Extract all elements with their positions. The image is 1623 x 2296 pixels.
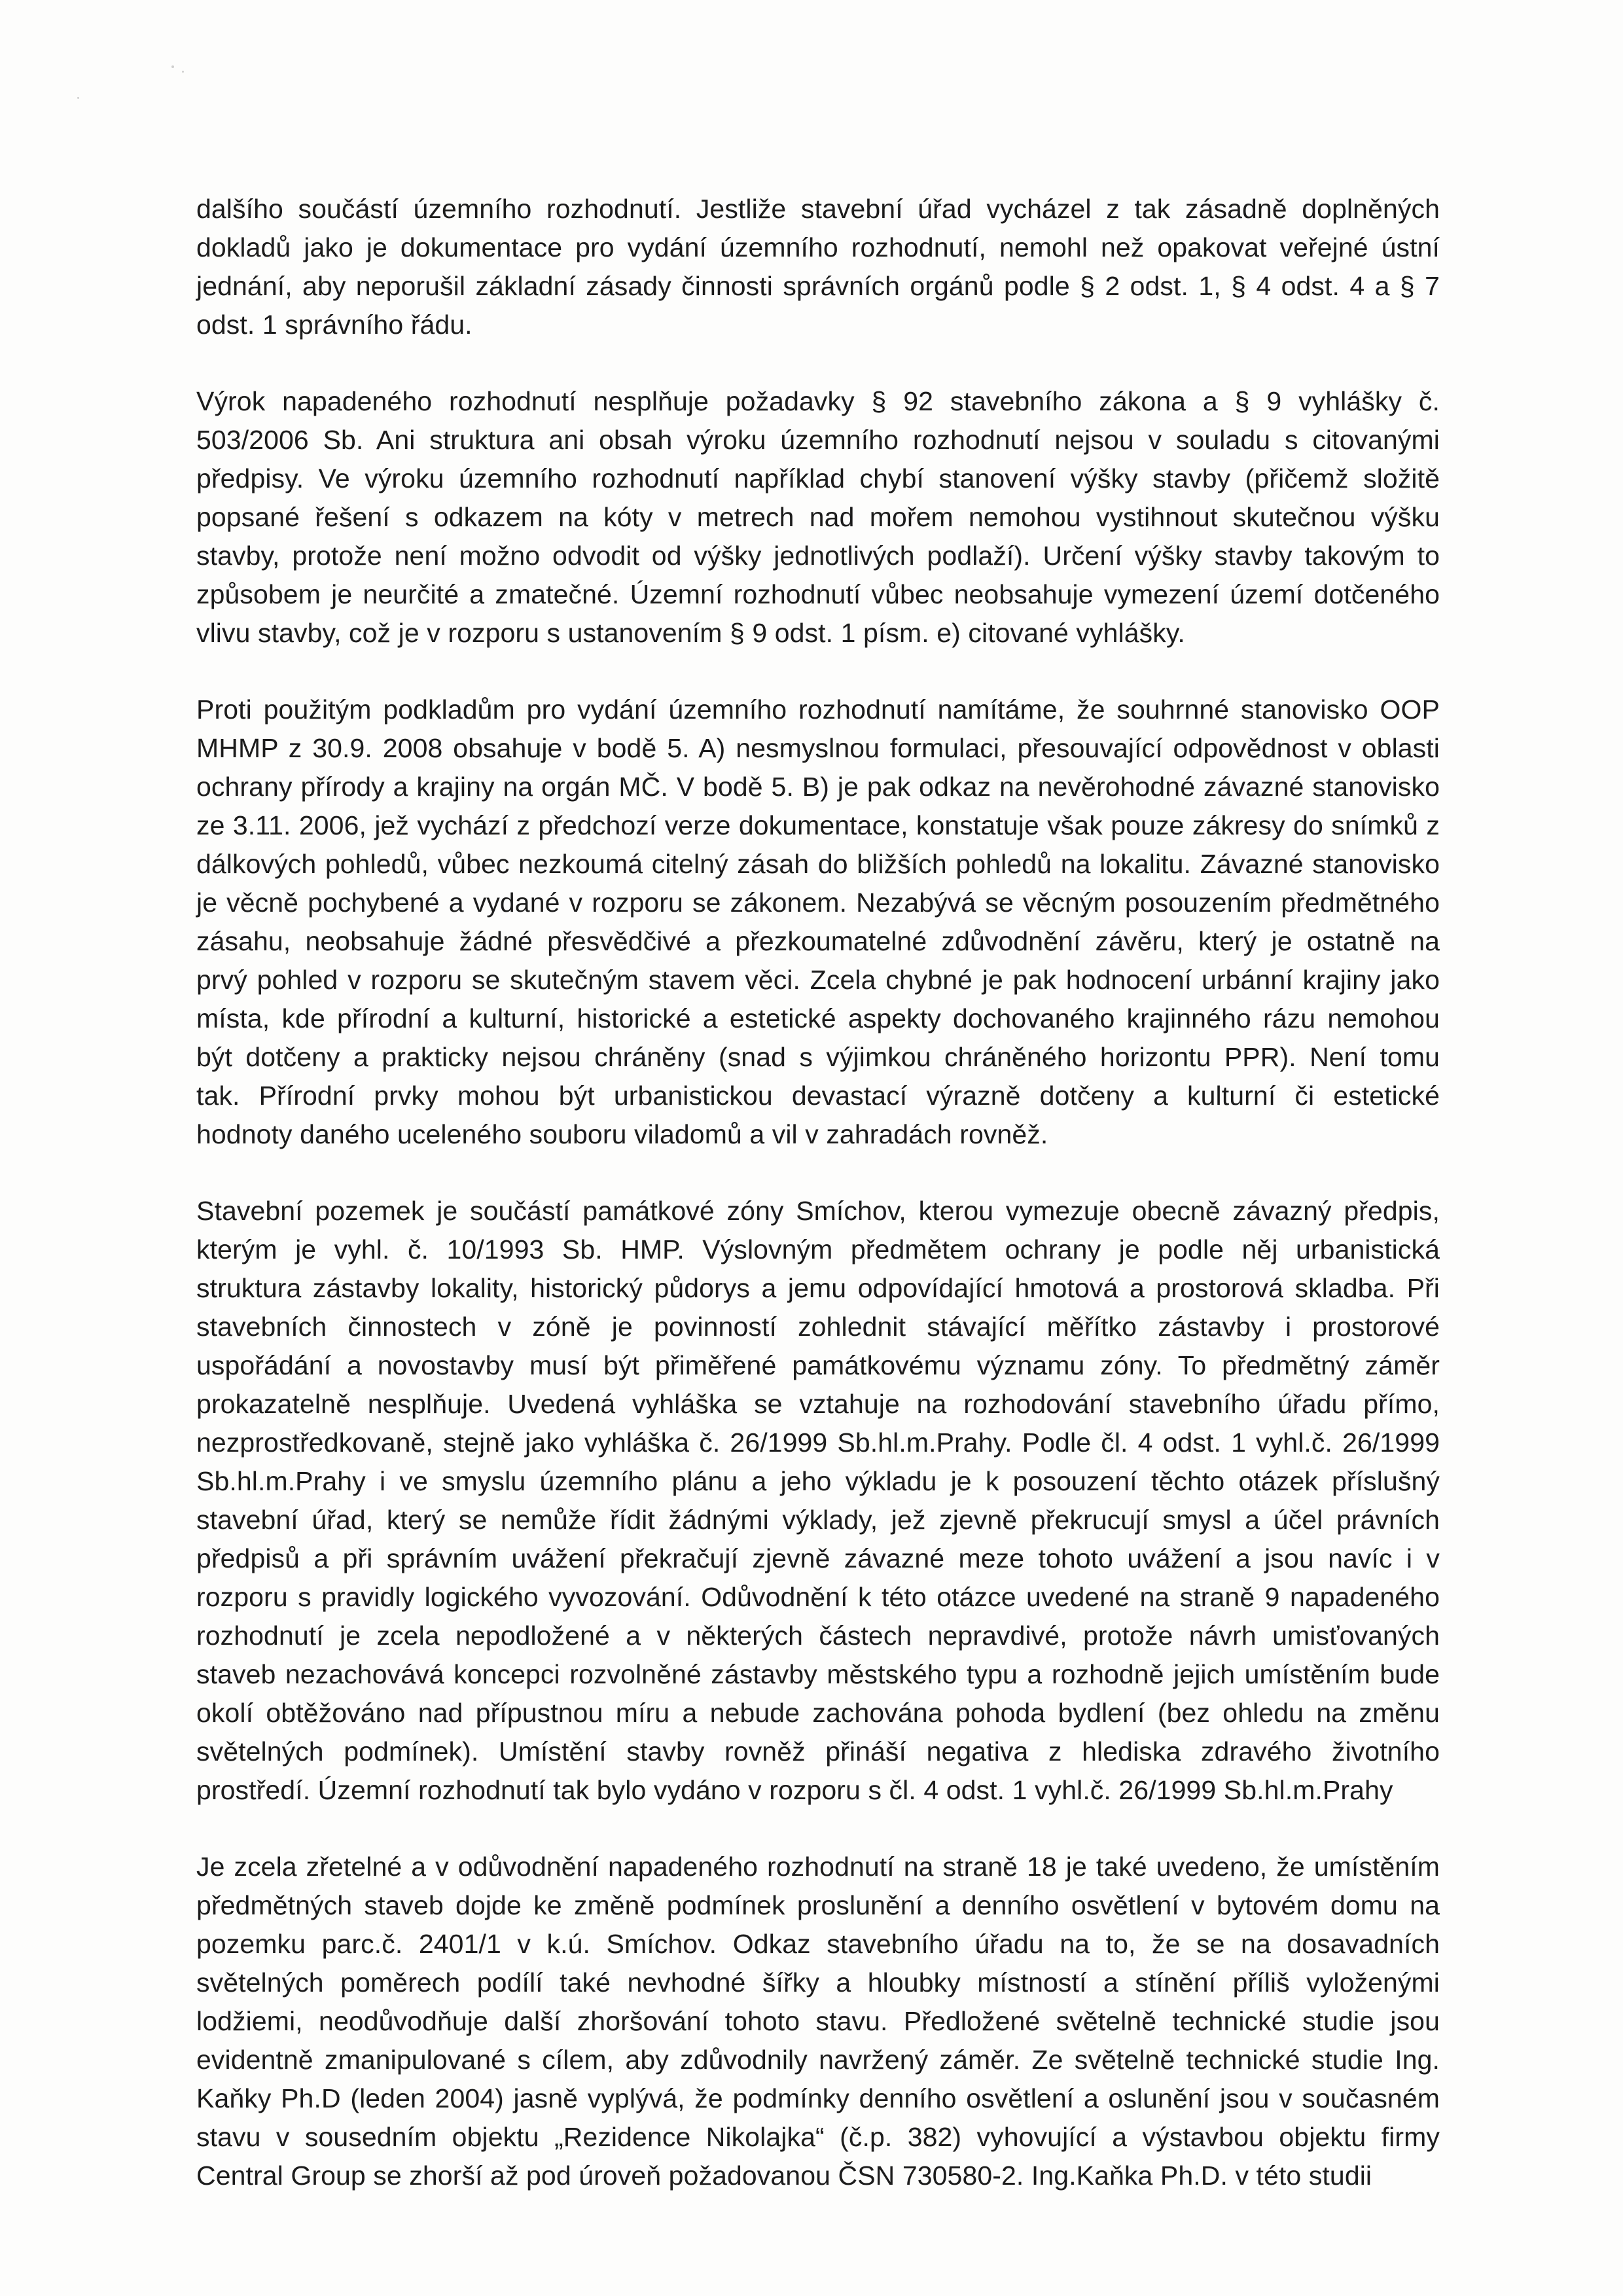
text-line: dálkových pohledů, vůbec nezkoumá citelný zásah do bližších pohledů na lokalitu. Závazné stanovisko xyxy=(196,849,1440,879)
text-line: tak. Přírodní prvky mohou být urbanistickou devastací výrazně dotčeny a kulturní či estetické xyxy=(196,1081,1440,1111)
text-line: rozhodnutí je zcela nepodložené a v některých částech nepravdivé, protože návrh umisťovaných xyxy=(196,1621,1440,1651)
text-line: okolí obtěžováno nad přípustnou míru a nebude zachována pohoda bydlení (bez ohledu na změnu xyxy=(196,1698,1440,1728)
text-line: jednání, aby neporušil základní zásady činnosti správních orgánů podle § 2 odst. 1, § 4 odst. 4 a § 7 xyxy=(196,271,1440,301)
text-line: zásahu, neobsahuje žádné přesvědčivé a přezkoumatelné zdůvodnění závěru, který je ostatně na xyxy=(196,926,1440,956)
text-line: kterým je vyhl. č. 10/1993 Sb. HMP. Výslovným předmětem ochrany je podle něj urbanistická xyxy=(196,1234,1440,1265)
text-line: rozporu s pravidly logického vyvozování. Odůvodnění k této otázce uvedené na straně 9 napadeného xyxy=(196,1582,1440,1612)
text-line: způsobem je neurčité a zmatečné. Územní rozhodnutí vůbec neobsahuje vymezení území dotčeného xyxy=(196,579,1440,609)
text-line: ochrany přírody a krajiny na orgán MČ. V bodě 5. B) je pak odkaz na nevěrohodné závazné stanovisko xyxy=(196,772,1440,802)
paragraph xyxy=(196,190,1440,344)
text-line: Kaňky Ph.D (leden 2004) jasně vyplývá, že podmínky denního osvětlení a oslunění jsou v současném xyxy=(196,2083,1440,2113)
text-line: prvý pohled v rozporu se skutečným stavem věci. Zcela chybné je pak hodnocení urbánní krajiny jako xyxy=(196,965,1440,995)
text-line: stavebních činnostech v zóně je povinností zohlednit stávající měřítko zástavby i prostorové xyxy=(196,1312,1440,1342)
text-line: předpisy. Ve výroku územního rozhodnutí například chybí stanovení výšky stavby (přičemž složitě xyxy=(196,463,1440,493)
text-line: stavební úřad, který se nemůže řídit žádnými výklady, jež zjevně překrucují smysl a účel právních xyxy=(196,1505,1440,1535)
text-line: Central Group se zhorší až pod úroveň požadovanou ČSN 730580-2. Ing.Kaňka Ph.D. v této studii xyxy=(196,2161,1372,2191)
text-line: hodnoty daného uceleného souboru viladomů a vil v zahradách rovněž. xyxy=(196,1119,1048,1149)
text-line: prostředí. Územní rozhodnutí tak bylo vydáno v rozporu s čl. 4 odst. 1 vyhl.č. 26/1999 Sb.hl.m.Prahy xyxy=(196,1775,1393,1805)
scan-mark xyxy=(171,65,174,68)
text-line: Stavební pozemek je součástí památkové zóny Smíchov, kterou vymezuje obecně závazný předpis, xyxy=(196,1196,1440,1226)
text-line: předpisů a při správním uvážení překračují zjevně závazné meze tohoto uvážení a jsou navíc i v xyxy=(196,1543,1440,1573)
text-line: MHMP z 30.9. 2008 obsahuje v bodě 5. A) nesmyslnou formulaci, přesouvající odpovědnost v oblasti xyxy=(196,733,1440,763)
text-line: popsané řešení s odkazem na kóty v metrech nad mořem nemohou vystihnout skutečnou výšku xyxy=(196,502,1440,532)
text-line: je věcně pochybené a vydané v rozporu se zákonem. Nezabývá se věcným posouzením předmětného xyxy=(196,888,1440,918)
text-line: nezprostředkovaně, stejně jako vyhláška č. 26/1999 Sb.hl.m.Prahy. Podle čl. 4 odst. 1 vyhl.č. 26/1999 xyxy=(196,1427,1440,1458)
text-line: pozemku parc.č. 2401/1 v k.ú. Smíchov. Odkaz stavebního úřadu na to, že se na dosavadních xyxy=(196,1929,1440,1959)
paragraph xyxy=(196,1848,1440,2195)
text-line: Sb.hl.m.Prahy i ve smyslu územního plánu a jeho výkladu je k posouzení těchto otázek příslušný xyxy=(196,1466,1440,1496)
scan-mark xyxy=(77,97,79,99)
text-line: evidentně zmanipulované s cílem, aby zdůvodnily navržený záměr. Ze světelně technické studie Ing. xyxy=(196,2045,1440,2075)
text-line: struktura zástavby lokality, historický půdorys a jemu odpovídající hmotová a prostorová skladba. Při xyxy=(196,1273,1440,1303)
text-line: lodžiemi, neodůvodňuje další zhoršování tohoto stavu. Předložené světelně technické studie jsou xyxy=(196,2006,1440,2036)
paragraph xyxy=(196,691,1440,1154)
paragraph xyxy=(196,1192,1440,1810)
scan-mark xyxy=(182,71,184,73)
document-body xyxy=(196,190,1440,2233)
text-line: Výrok napadeného rozhodnutí nesplňuje požadavky § 92 stavebního zákona a § 9 vyhlášky č. xyxy=(196,386,1440,416)
text-line: Proti použitým podkladům pro vydání územního rozhodnutí namítáme, že souhrnné stanovisko OOP xyxy=(196,694,1440,725)
text-line: odst. 1 správního řádu. xyxy=(196,310,473,340)
text-line: předmětných staveb dojde ke změně podmínek proslunění a denního osvětlení v bytovém domu na xyxy=(196,1890,1440,1920)
text-line: prokazatelně nesplňuje. Uvedená vyhláška se vztahuje na rozhodování stavebního úřadu přímo, xyxy=(196,1389,1440,1419)
text-line: dokladů jako je dokumentace pro vydání územního rozhodnutí, nemohl než opakovat veřejné ústní xyxy=(196,232,1440,262)
text-line: místa, kde přírodní a kulturní, historické a estetické aspekty dochovaného krajinného rázu nemohou xyxy=(196,1003,1440,1033)
text-line: vlivu stavby, což je v rozporu s ustanovením § 9 odst. 1 písm. e) citované vyhlášky. xyxy=(196,618,1185,648)
text-line: staveb nezachovává koncepci rozvolněné zástavby městského typu a rozhodně jejich umístěním bude xyxy=(196,1659,1440,1689)
text-line: Je zcela zřetelné a v odůvodnění napadeného rozhodnutí na straně 18 je také uvedeno, že umístěním xyxy=(196,1852,1440,1882)
text-line: světelných poměrech podílí také nevhodné šířky a hloubky místností a stínění příliš vyloženými xyxy=(196,1967,1440,1998)
text-line: stavby, protože není možno odvodit od výšky jednotlivých podlaží). Určení výšky stavby takovým to xyxy=(196,541,1440,571)
text-line: být dotčeny a prakticky nejsou chráněny (snad s výjimkou chráněného horizontu PPR). Není tomu xyxy=(196,1042,1440,1072)
text-line: 503/2006 Sb. Ani struktura ani obsah výroku územního rozhodnutí nejsou v souladu s citovanými xyxy=(196,425,1440,455)
text-line: ze 3.11. 2006, jež vychází z předchozí verze dokumentace, konstatuje však pouze zákresy do snímků z xyxy=(196,810,1440,840)
text-line: uspořádání a novostavby musí být přiměřené památkovému významu zóny. To předmětný záměr xyxy=(196,1350,1440,1380)
text-line: dalšího součástí územního rozhodnutí. Jestliže stavební úřad vycházel z tak zásadně doplněných xyxy=(196,194,1440,224)
paragraph xyxy=(196,382,1440,653)
text-line: světelných podmínek). Umístění stavby rovněž přináší negativa z hlediska zdravého životního xyxy=(196,1736,1440,1767)
text-line: stavu v sousedním objektu „Rezidence Nikolajka“ (č.p. 382) vyhovující a výstavbou objektu firmy xyxy=(196,2122,1440,2152)
